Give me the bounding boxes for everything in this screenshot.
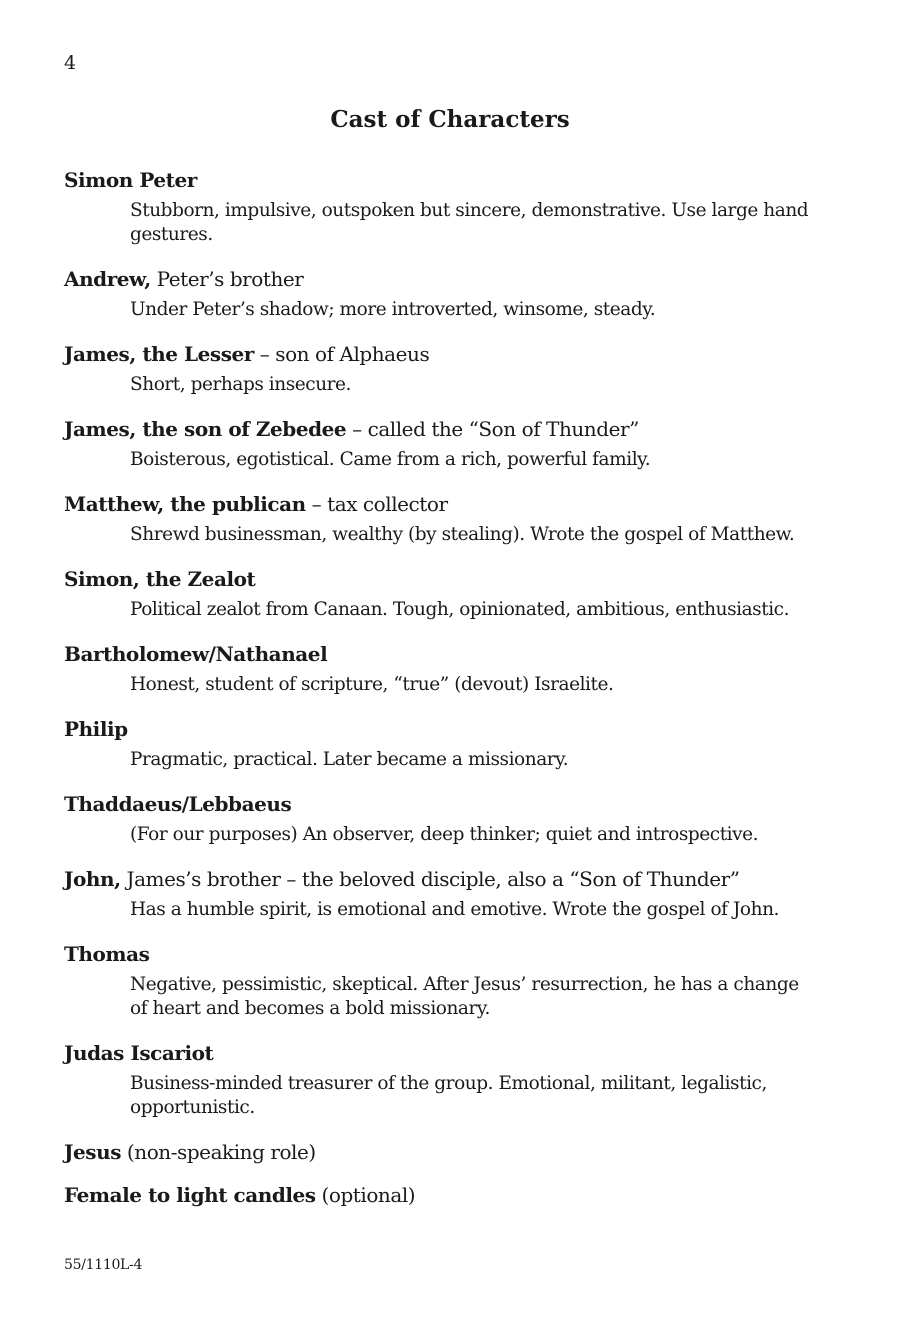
character-heading [64, 267, 844, 292]
character-description: Has a humble spirit, is emotional and emotive. Wrote the gospel of John. [130, 899, 779, 920]
character-heading [64, 1041, 844, 1066]
character-heading [64, 492, 844, 517]
cast-entry-female-candle-lighter [64, 1183, 844, 1208]
character-description: Boisterous, egotistical. Came from a rich, powerful family. [130, 449, 651, 470]
character-note: – tax collector [305, 492, 448, 516]
character-name: Matthew, the publican [64, 492, 306, 516]
cast-entry-simon-the-zealot [64, 567, 844, 622]
character-description: Short, perhaps insecure. [130, 374, 351, 395]
character-description: Negative, pessimistic, skeptical. After Jesus’ resurrection, he has a change of heart and becomes a bold missionary. [130, 974, 799, 1019]
character-heading [64, 567, 844, 592]
cast-entry-thomas [64, 942, 844, 1020]
cast-entry-andrew [64, 267, 844, 322]
cast-entry-james-the-lesser [64, 342, 844, 397]
cast-entry-matthew [64, 492, 844, 547]
cast-entry-simon-peter [64, 168, 844, 246]
cast-entry-jesus [64, 1140, 844, 1165]
page-number: 4 [64, 52, 77, 74]
character-name: Simon Peter [64, 168, 197, 192]
character-name: Thomas [64, 942, 150, 966]
character-note: – called the “Son of Thunder” [346, 417, 639, 441]
character-heading [64, 417, 844, 442]
character-description: Pragmatic, practical. Later became a missionary. [130, 749, 569, 770]
character-heading [64, 1183, 844, 1208]
character-note: – son of Alphaeus [253, 342, 430, 366]
character-heading [64, 792, 844, 817]
character-description: Business-minded treasurer of the group. Emotional, militant, legalistic, opportunistic. [130, 1073, 767, 1118]
character-name: Andrew, [64, 267, 151, 291]
character-description: Shrewd businessman, wealthy (by stealing). Wrote the gospel of Matthew. [130, 524, 795, 545]
character-note: Peter’s brother [150, 267, 304, 291]
character-name: Bartholomew/Nathanael [64, 642, 328, 666]
character-name: John, [64, 867, 121, 891]
character-description: Honest, student of scripture, “true” (devout) Israelite. [130, 674, 614, 695]
character-name: Judas Iscariot [64, 1041, 214, 1065]
character-description: Political zealot from Canaan. Tough, opinionated, ambitious, enthusiastic. [130, 599, 790, 620]
cast-entry-bartholomew [64, 642, 844, 697]
footer-code: 55/1110L-4 [64, 1257, 143, 1273]
character-name: Female to light candles [64, 1183, 316, 1207]
character-heading [64, 717, 844, 742]
character-name: Philip [64, 717, 128, 741]
cast-entry-judas-iscariot [64, 1041, 844, 1119]
character-description: Stubborn, impulsive, outspoken but sincere, demonstrative. Use large hand gestures. [130, 200, 809, 245]
cast-entry-john [64, 867, 844, 922]
character-heading [64, 867, 844, 892]
character-heading [64, 342, 844, 367]
character-heading [64, 1140, 844, 1165]
character-note: James’s brother – the beloved disciple, also a “Son of Thunder” [120, 867, 740, 891]
character-name: James, the Lesser [64, 342, 254, 366]
character-heading [64, 642, 844, 667]
character-heading [64, 942, 844, 967]
character-heading [64, 168, 844, 193]
character-name: Thaddaeus/Lebbaeus [64, 792, 292, 816]
character-name: Jesus [64, 1140, 121, 1164]
character-note: (optional) [315, 1183, 416, 1207]
character-note: (non-speaking role) [121, 1140, 316, 1164]
cast-entry-thaddaeus [64, 792, 844, 847]
character-description: (For our purposes) An observer, deep thinker; quiet and introspective. [130, 824, 759, 845]
cast-entry-james-son-of-zebedee [64, 417, 844, 472]
character-name: James, the son of Zebedee [64, 417, 347, 441]
cast-entry-philip [64, 717, 844, 772]
character-description: Under Peter’s shadow; more introverted, winsome, steady. [130, 299, 656, 320]
page-title: Cast of Characters [330, 106, 570, 133]
character-name: Simon, the Zealot [64, 567, 256, 591]
